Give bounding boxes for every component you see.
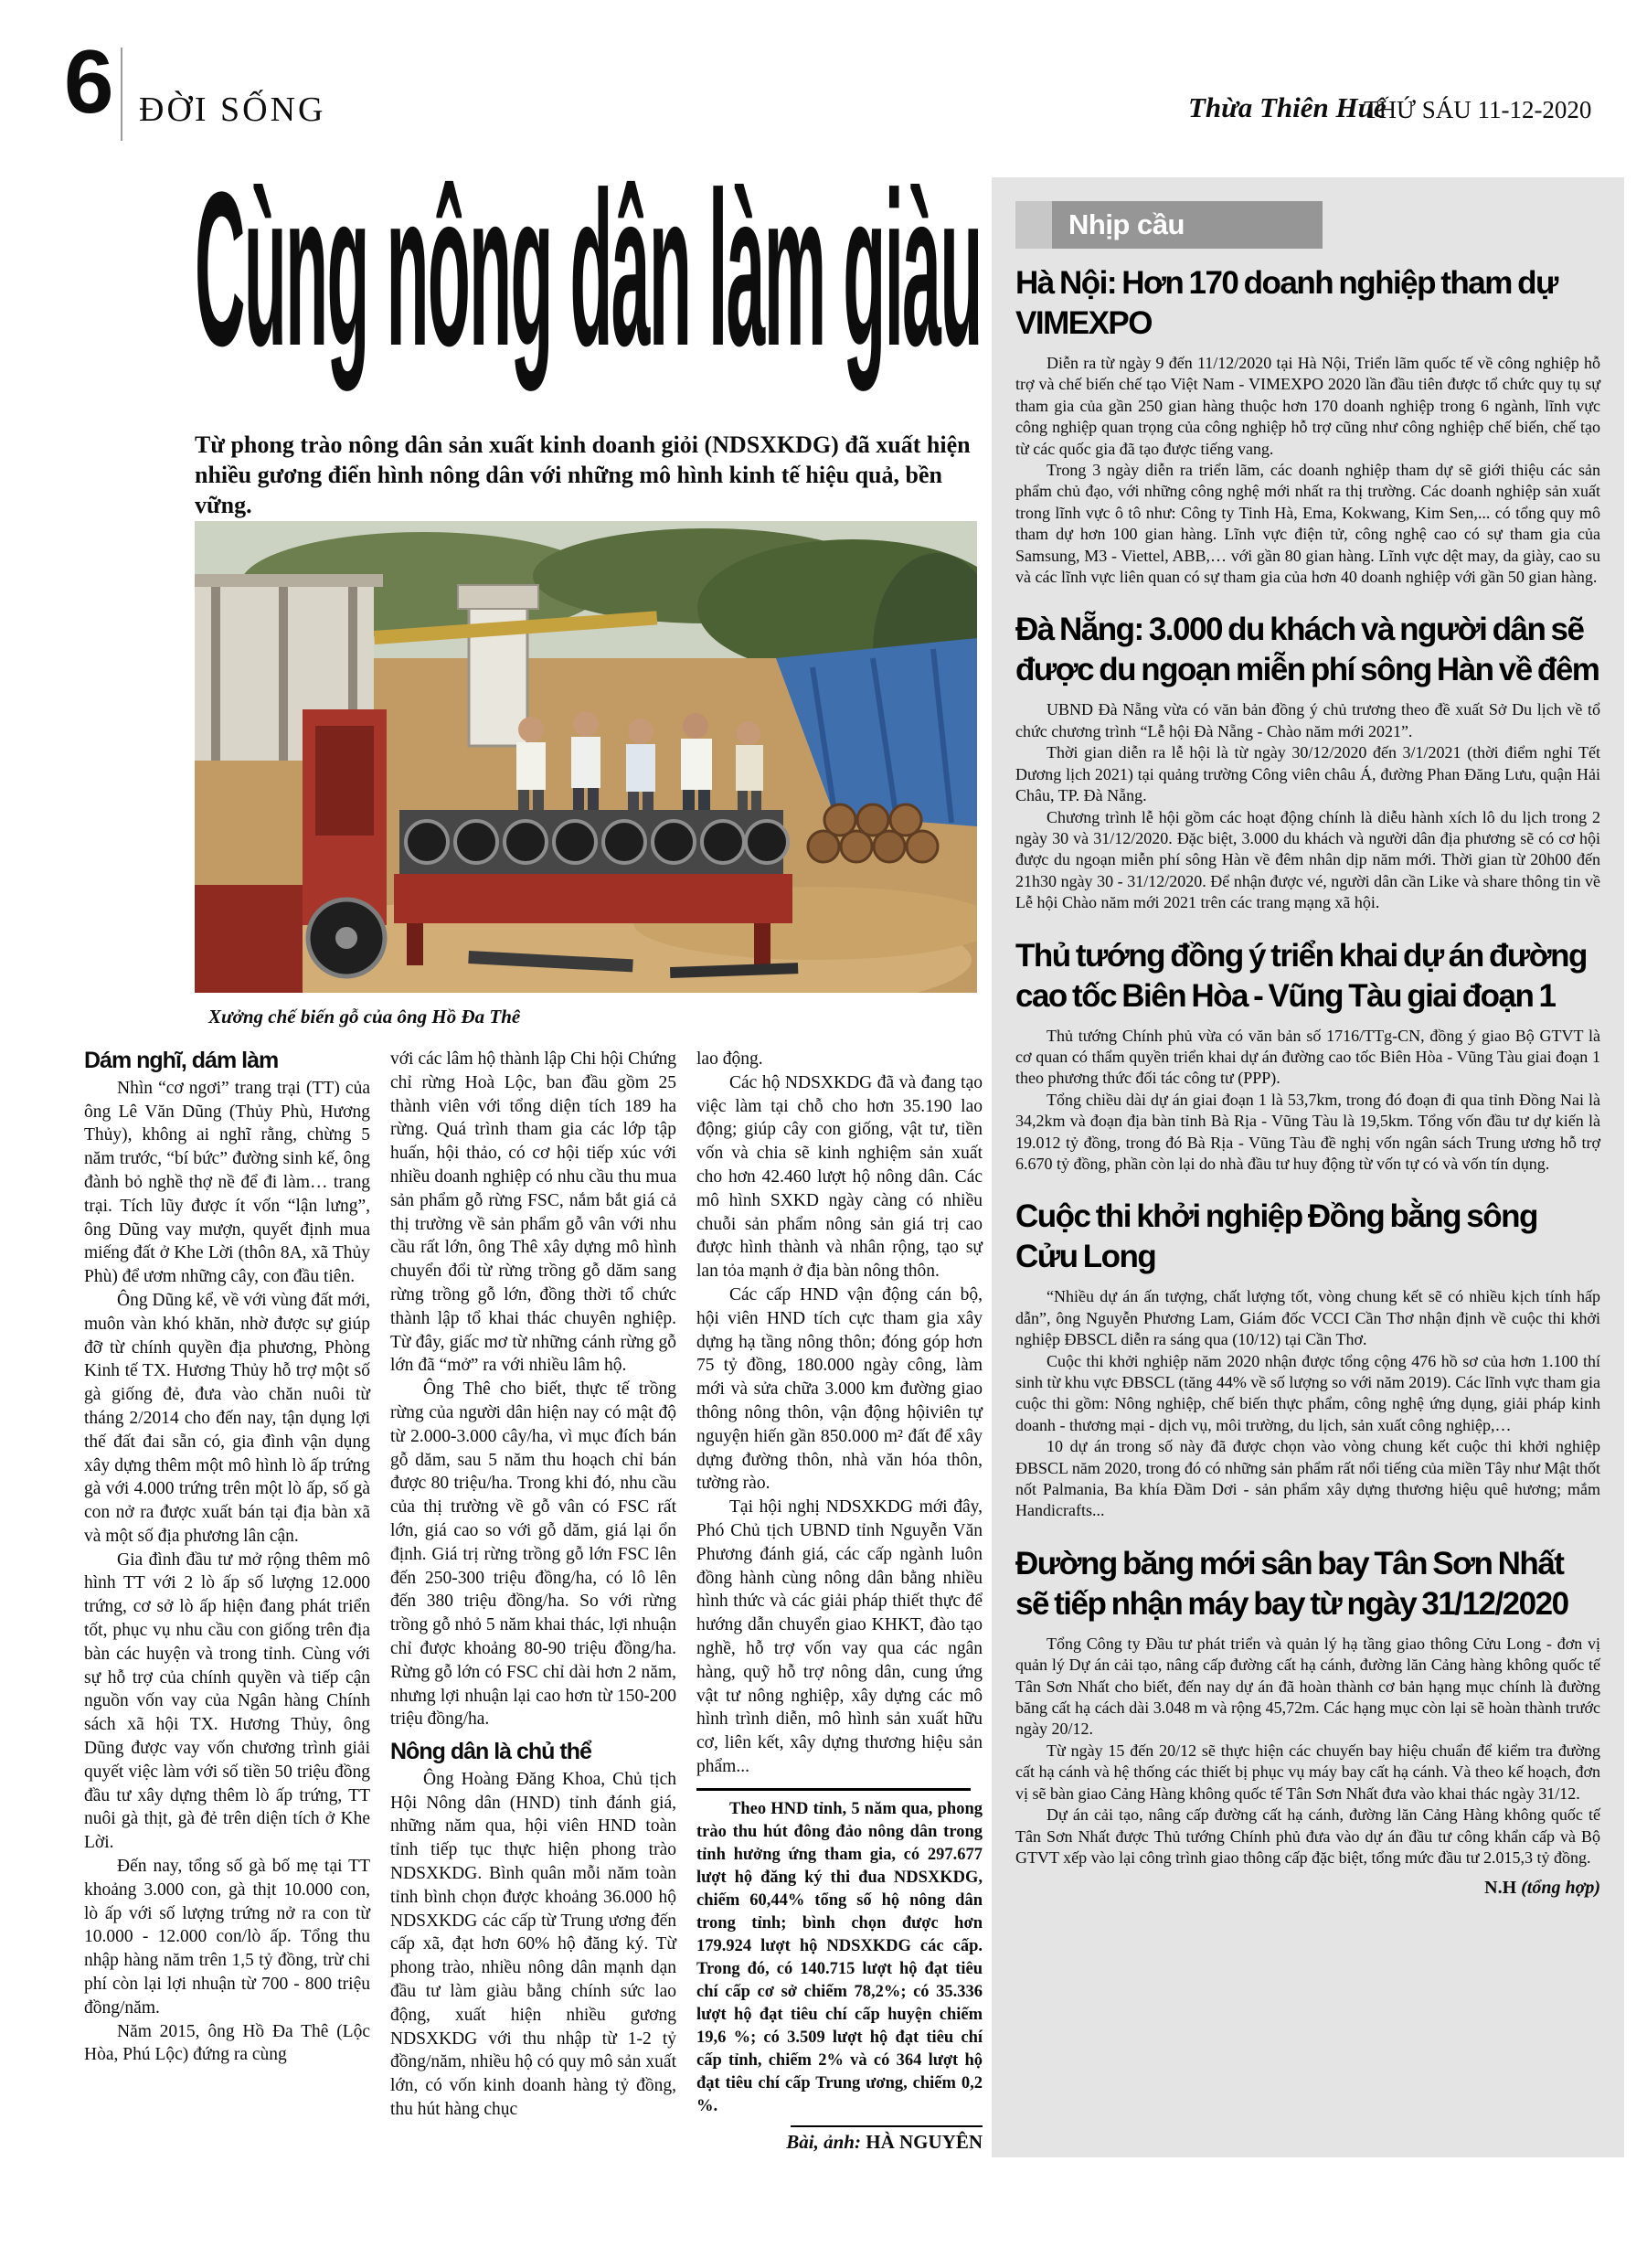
brief-headline: Thủ tướng đồng ý triển khai dự án đường cao tốc Biên Hòa - Vũng Tàu giai đoạn 1 xyxy=(1015,937,1587,1014)
tab-label: Nhịp cầu xyxy=(1052,201,1323,249)
brief-paragraph: Tổng Công ty Đầu tư phát triển và quản lý hạ tầng giao thông Cửu Long - đơn vị quản lý Dự án cải tạo, nâng cấp đường cất hạ cánh, đường lăn Cảng hàng không quốc tế Tân Sơn Nhất cho biết, đến nay dự án đã hoàn thành cơ bản hạng mục chính là đường băng cất hạ cách dài 3.048 m và rộng 45,72m. Các hạng mục còn lại sẽ hoàn thành trước ngày 20/12. xyxy=(1015,1634,1600,1739)
sidebar-article-cao-toc-bien-hoa-vung-tau xyxy=(1015,936,1600,1176)
brief-headline: Hà Nội: Hơn 170 doanh nghiệp tham dự VIMEXPO xyxy=(1015,265,1557,341)
article-lead: Từ phong trào nông dân sản xuất kinh doanh giỏi (NDSXKDG) đã xuất hiện nhiều gương điển hình nông dân với những mô hình kinh tế hiệu quả, bền vững. xyxy=(195,431,971,518)
brief-paragraph: Từ ngày 15 đến 20/12 sẽ thực hiện các chuyến bay hiệu chuẩn để kiểm tra đường cất hạ cánh và hệ thống các thiết bị phục vụ máy bay cất hạ cánh. Và theo kế hoạch, đơn vị sẽ bàn giao Cảng Hàng không quốc tế Tân Sơn Nhất đưa vào khai thác ngày 31/12. xyxy=(1015,1741,1600,1803)
sidebar-section-tab xyxy=(1015,201,1323,249)
paragraph: Tại hội nghị NDSXKDG mới đây, Phó Chủ tịch UBND tỉnh Nguyễn Văn Phương đánh giá, các cấp ngành luôn đồng hành cùng nông dân bằng nhiều hình thức và các giải pháp thiết thực để hướng dẫn chuyển giao KHKT, đào tạo nghề, hỗ trợ vốn vay qua các ngân hàng, quỹ hỗ trợ nông dân, cung ứng vật tư nông nghiệp, xây dựng các mô hình trình diễn, mô hình sản xuất hữu cơ, liên kết, xây dựng thương hiệu sản phẩm... xyxy=(696,1497,983,1776)
brief-paragraph: Thủ tướng Chính phủ vừa có văn bản số 1716/TTg-CN, đồng ý giao Bộ GTVT là cơ quan có thẩm quyền triển khai dự án đường cao tốc Biên Hòa - Vũng Tàu giai đoạn 1 theo phương thức đối tác công tư (PPP). xyxy=(1015,1026,1600,1088)
column-2 xyxy=(390,1048,676,2155)
paragraph: lao động. xyxy=(696,1049,763,1069)
masthead-divider xyxy=(121,48,122,141)
sidebar-article-hanoi-vimexpo xyxy=(1015,263,1600,588)
issue-date: THỨ SÁU 11-12-2020 xyxy=(1364,96,1592,123)
paragraph: Năm 2015, ông Hồ Đa Thê (Lộc Hòa, Phú Lộc) đứng ra cùng xyxy=(84,2021,370,2065)
brief-paragraph: Chương trình lễ hội gồm các hoạt động chính là diễu hành xích lô du lịch trong 2 ngày 30 và 31/12/2020. Đặc biệt, 3.000 du khách và người dân địa phương sẽ có cơ hội được du ngoạn miễn phí sông Hàn về đêm nhân dịp năm mới. Thời gian từ 20h00 đến 21h30 ngày 30 - 31/12/2020. Để nhận được vé, người dân cần Like và share thông tin về Lễ hội Chào năm mới 2021 trên các trang mạng xã hội. xyxy=(1015,807,1600,912)
red-machine xyxy=(303,709,387,976)
sidebar-article-danang-song-han xyxy=(1015,610,1600,913)
paragraph: Ông Dũng kể, về với vùng đất mới, muôn vàn khó khăn, nhờ được sự giúp đỡ từ chính quyền địa phương, Phòng Kinh tế TX. Hương Thủy hỗ trợ một số gà giống đẻ, đưa vào chăn nuôi từ tháng 2/2014 cho đến nay, tận dụng lợi thế đất đai sẵn có, gia đình vận dụng xây dựng thêm một mô hình lò ấp trứng gà với 4.000 trứng trên một lò ấp, số gà con nở ra được xuất bán tại địa bàn xã và một số địa phương lân cận. xyxy=(84,1290,370,1546)
news-briefs-sidebar xyxy=(992,177,1624,2157)
brief-paragraph: 10 dự án trong số này đã được chọn vào vòng chung kết cuộc thi khởi nghiệp ĐBSCL năm 2020, trong đó có những sản phẩm rất nổi tiếng của miền Tây như Mật thốt nốt Palmania, Ba khía Đầm Dơi - sản phẩm xây dựng thương hiệu quê hương; mắm Handicrafts... xyxy=(1015,1437,1600,1520)
subheading-nong-dan-la-chu-the: Nông dân là chủ thể xyxy=(390,1739,591,1765)
brief-paragraph: Thời gian diễn ra lễ hội là từ ngày 30/12/2020 đến 3/1/2021 (thời điểm nghỉ Tết Dương lịch 2021) tại quảng trường Công viên châu Á, đường Phan Đăng Lưu, quận Hải Châu, TP. Đà Nẵng. xyxy=(1015,743,1600,805)
paragraph: Các hộ NDSXKDG đã và đang tạo việc làm tại chỗ cho hơn 35.190 lao động; giúp cây con giống, vật tư, tiền vốn và chia sẽ kinh nghiệm sản xuất cho hơn 42.460 lượt hộ nông dân. Các mô hình SXKD ngày càng có nhiều chuỗi sản phẩm nông sản giá trị cao được hình thành và nhân rộng, tạo sự lan tỏa mạnh ở địa bàn nông thôn. xyxy=(696,1072,983,1282)
brief-paragraph: UBND Đà Nẵng vừa có văn bản đồng ý chủ trương theo đề xuất Sở Du lịch về tổ chức chương trình “Lễ hội Đà Nẵng - Chào năm mới 2021”. xyxy=(1015,700,1600,740)
brief-headline: Đường băng mới sân bay Tân Sơn Nhất sẽ tiếp nhận máy bay từ ngày 31/12/2020 xyxy=(1015,1545,1568,1622)
brief-paragraph: Dự án cải tạo, nâng cấp đường cất hạ cánh, đường lăn Cảng Hàng không quốc tế Tân Sơn Nhất được Thủ tướng Chính phủ đưa vào dự án đầu tư công khẩn cấp và Bộ GTVT xếp vào lại công trình giao thông cấp đặc biệt, tổng mức đầu tư 2.015,3 tỷ đồng. xyxy=(1015,1805,1600,1867)
column-1 xyxy=(84,1048,370,2155)
newspaper-brand: Thừa Thiên Huế xyxy=(1188,91,1387,123)
column-3 xyxy=(696,1048,983,2155)
main-headline-wrap xyxy=(195,148,981,427)
brief-paragraph: Diễn ra từ ngày 9 đến 11/12/2020 tại Hà Nội, Triển lãm quốc tế về công nghiệp hỗ trợ và chế biến chế tạo Việt Nam - VIMEXPO 2020 lần đầu tiên được tổ chức quy tụ sự tham gia của gần 250 gian hàng thuộc hơn 170 doanh nghiệp trong 6 ngành, lĩnh vực công nghiệp quan trọng của công nghiệp hỗ trợ cũng như công nghiệp chế biến, chế tạo từ các quốc gia đã tạo được tiếng vang. xyxy=(1015,354,1600,458)
sidebar-article-khoi-nghiep-dbscl xyxy=(1015,1197,1600,1521)
brief-paragraph: “Nhiều dự án ấn tượng, chất lượng tốt, vòng chung kết sẽ có nhiều kịch tính hấp dẫn”, ông Nguyễn Phương Lam, Giám đốc VCCI Cần Thơ nhận định về cuộc thi khởi nghiệp ĐBSCL diễn ra sáng qua (10/12) tại Cần Thơ. xyxy=(1015,1287,1600,1349)
brief-headline: Đà Nẵng: 3.000 du khách và người dân sẽ được du ngoạn miễn phí sông Hàn về đêm xyxy=(1015,612,1599,688)
byline-rule xyxy=(791,2125,983,2127)
article-body-columns xyxy=(84,1048,984,2155)
brief-headline: Cuộc thi khởi nghiệp Đồng bằng sông Cửu Long xyxy=(1015,1198,1537,1275)
sidebar-byline-note: (tổng hợp) xyxy=(1521,1878,1600,1899)
article-byline xyxy=(696,2131,983,2155)
sidebar-byline-author: N.H xyxy=(1484,1878,1517,1899)
article-photo xyxy=(195,521,977,993)
section-title: ĐỜI SỐNG xyxy=(139,91,326,129)
sidebar-article-tan-son-nhat-runway xyxy=(1015,1544,1600,1869)
paragraph: Các cấp HND vận động cán bộ, hội viên HND tích cực tham gia xây dựng hạ tầng nông thôn; đóng góp hơn 75 tỷ đồng, 180.000 ngày công, làm mới và sửa chữa 3.000 km đường giao thông nông thôn, vận động hộiviên tự nguyện hiến gần 850.000 m² đất để xây dựng đường thôn, nhà văn hóa thôn, tường rào. xyxy=(696,1284,983,1494)
main-headline: Cùng nông dân làm giàu xyxy=(195,146,982,391)
paragraph: với các lâm hộ thành lập Chi hội Chứng chỉ rừng Hoà Lộc, ban đầu gồm 25 thành viên với tổng diện tích 189 ha rừng. Quá trình tham gia các lớp tập huấn, hội thảo, có cơ hội tiếp xúc với nhiều doanh nghiệp có nhu cầu thu mua sản phẩm gỗ rừng FSC, nắm bắt giá cả thị trường về sản phẩm gỗ vân với nhu cầu rất lớn, ông Thê xây dựng mô hình chuyển đổi từ rừng trồng gỗ dăm sang rừng trồng gỗ lớn, đồng thời tổ chức thành lập tổ khai thác chuyên nghiệp. Từ đây, giấc mơ từ những cánh rừng gỗ lớn đã “mở” ra với nhiều lâm hộ. xyxy=(390,1049,676,1376)
wood-workshop-photo-illustration xyxy=(195,521,977,993)
paragraph: Ông Hoàng Đăng Khoa, Chủ tịch Hội Nông dân (HND) tỉnh đánh giá, những năm qua, hội viên HND toàn tỉnh tiếp tục thực hiện phong trào NDSXKDG. Bình quân mỗi năm toàn tỉnh bình chọn được khoảng 36.000 hộ NDSXKDG các cấp từ Trung ương đến cấp xã, đạt hơn 60% hộ đăng ký. Từ phong trào, nhiều nông dân mạnh dạn đầu tư làm giàu bằng chính sức lao động, xuất hiện nhiều gương NDSXKDG với thu nhập từ 1-2 tỷ đồng/năm, nhiều hộ có quy mô sản xuất lớn, có vốn kinh doanh hàng tỷ đồng, thu hút hàng chục xyxy=(390,1769,676,2120)
paragraph: Đến nay, tổng số gà bố mẹ tại TT khoảng 3.000 con, gà thịt 10.000 con, lò ấp với số lượng trứng nở ra con từ 10.000 - 12.000 con/lò ấp. Tổng thu nhập hàng năm trên 1,5 tỷ đồng, trừ chi phí còn lại lợi nhuận từ 700 - 800 triệu đồng/năm. xyxy=(84,1857,370,2018)
tab-accent-square xyxy=(1015,201,1052,249)
byline-author: HÀ NGUYÊN xyxy=(866,2130,983,2153)
sidebar-byline xyxy=(1015,1878,1600,1899)
paragraph: Gia đình đầu tư mở rộng thêm mô hình TT với 2 lò ấp số lượng 12.000 trứng, cơ sở lò ấp hiện đang phát triển tốt, phục vụ nhu cầu con giống trên địa bàn các huyện và trong tỉnh. Cùng với sự hỗ trợ của chính quyền và tiếp cận nguồn vốn vay của Ngân hàng Chính sách xã hội TX. Hương Thủy, ông Dũng được vay vốn chương trình giải quyết việc làm với số tiền 50 triệu đồng đầu tư xây dựng thêm lò ấp trứng, TT nuôi gà thịt, gà đẻ trên diện tích ở Khe Lời. xyxy=(84,1549,370,1853)
brief-paragraph: Cuộc thi khởi nghiệp năm 2020 nhận được tổng cộng 476 hồ sơ của hơn 1.100 thí sinh từ khu vực ĐBSCL (tăng 44% về số lượng so với năm 2019). Các lĩnh vực tham gia cuộc thi gồm: Nông nghiệp, chế biến thực phẩm, công nghệ ứng dụng, giải pháp kinh doanh - thương mại - dịch vụ, môi trường, du lịch, sản xuất công nghiệp,… xyxy=(1015,1351,1600,1434)
paragraph: Nhìn “cơ ngơi” trang trại (TT) của ông Lê Văn Dũng (Thủy Phù, Hương Thủy), không ai nghĩ rằng, chừng 5 năm trước, “bí bức” đường sinh kế, ông đành bỏ nghề thợ nề để đi làm… trang trại. Tích lũy được ít vốn “lận lưng”, ông Dũng vay mượn, quyết định mua miếng đất ở Khe Lời (thôn 8A, xã Thủy Phù) để ươm những cây, con đầu tiên. xyxy=(84,1078,370,1287)
footnote-paragraph: Theo HND tỉnh, 5 năm qua, phong trào thu hút đông đảo nông dân trong tỉnh hưởng ứng tham gia, có 297.677 lượt hộ đăng ký thi đua NDSXKDG, chiếm 60,44% tổng số hộ nông dân trong tỉnh; bình chọn được hơn 179.924 lượt hộ NDSXKDG các cấp. Trong đó, có 140.715 lượt hộ đạt tiêu chí cấp cơ sở chiếm 78,2%; có 35.336 lượt hộ đạt tiêu chí cấp huyện chiếm 19,6 %; có 3.509 lượt hộ đạt tiêu chí cấp tỉnh, chiếm 2% và có 364 lượt hộ đạt tiêu chí cấp Trung ương, chiếm 0,2 %. xyxy=(696,1799,983,2115)
subheading-dam-nghi-dam-lam: Dám nghĩ, dám làm xyxy=(84,1048,279,1073)
byline-label: Bài, ảnh: xyxy=(786,2130,861,2153)
photo-caption: Xưởng chế biến gỗ của ông Hồ Đa Thê xyxy=(208,1006,521,1028)
foreground-machine xyxy=(195,885,303,993)
brief-paragraph: Tổng chiều dài dự án giai đoạn 1 là 53,7km, trong đó đoạn đi qua tỉnh Đồng Nai là 34,2km và đoạn địa bàn tỉnh Bà Rịa - Vũng Tàu là 19,5km. Tổng vốn đầu tư dự kiến là 19.012 tỷ đồng, trong đó Bà Rịa - Vũng Tàu đề nghị vốn ngân sách Trung ương hỗ trợ 6.670 tỷ đồng, phần còn lại do nhà đầu tư huy động từ vốn tự có và vốn tín dụng. xyxy=(1015,1090,1600,1173)
page-number: 6 xyxy=(64,31,114,132)
paragraph: Ông Thê cho biết, thực tế trồng rừng của người dân hiện nay có mật độ từ 2.000-3.000 cây/ha, vì mục đích bán gỗ dăm, sau 5 năm thu hoạch chỉ bán được 80 triệu/ha. Trong khi đó, nhu cầu của thị trường về gỗ vân có FSC rất lớn, giá cao so với gỗ dăm, giá lại ổn định. Giá trị rừng trồng gỗ lớn FSC lên đến 250-300 triệu đồng/ha, có lô lên đến 380 triệu đồng/ha. So với rừng trồng gỗ nhỏ 5 năm khai thác, lợi nhuận chỉ được khoảng 80-90 triệu đồng/ha. Rừng gỗ lớn có FSC chỉ dài hơn 2 năm, nhưng lợi nhuận lại cao hơn từ 150-200 triệu đồng/ha. xyxy=(390,1379,676,1730)
footnote-rule xyxy=(696,1788,971,1791)
brief-paragraph: Trong 3 ngày diễn ra triển lãm, các doanh nghiệp tham dự sẽ giới thiệu các sản phẩm chủ đạo, với những công nghệ mới nhất ra thị trường. Các doanh nghiệp sản xuất trong lĩnh vực ô tô như: Công ty Tinh Hà, Ema, Kokwang, Kim Sen,... có tổng quy mô tham dự hơn 100 gian hàng. Lĩnh vực điện tử, công nghệ cao có sự tham gia của Samsung, M3 - Viettel, ABB,… với gần 80 gian hàng. Lĩnh vực dệt may, da giày, cao su và các lĩnh vực liên quan có sự tham gia của hơn 40 doanh nghiệp với gần 50 gian hàng. xyxy=(1015,461,1600,587)
